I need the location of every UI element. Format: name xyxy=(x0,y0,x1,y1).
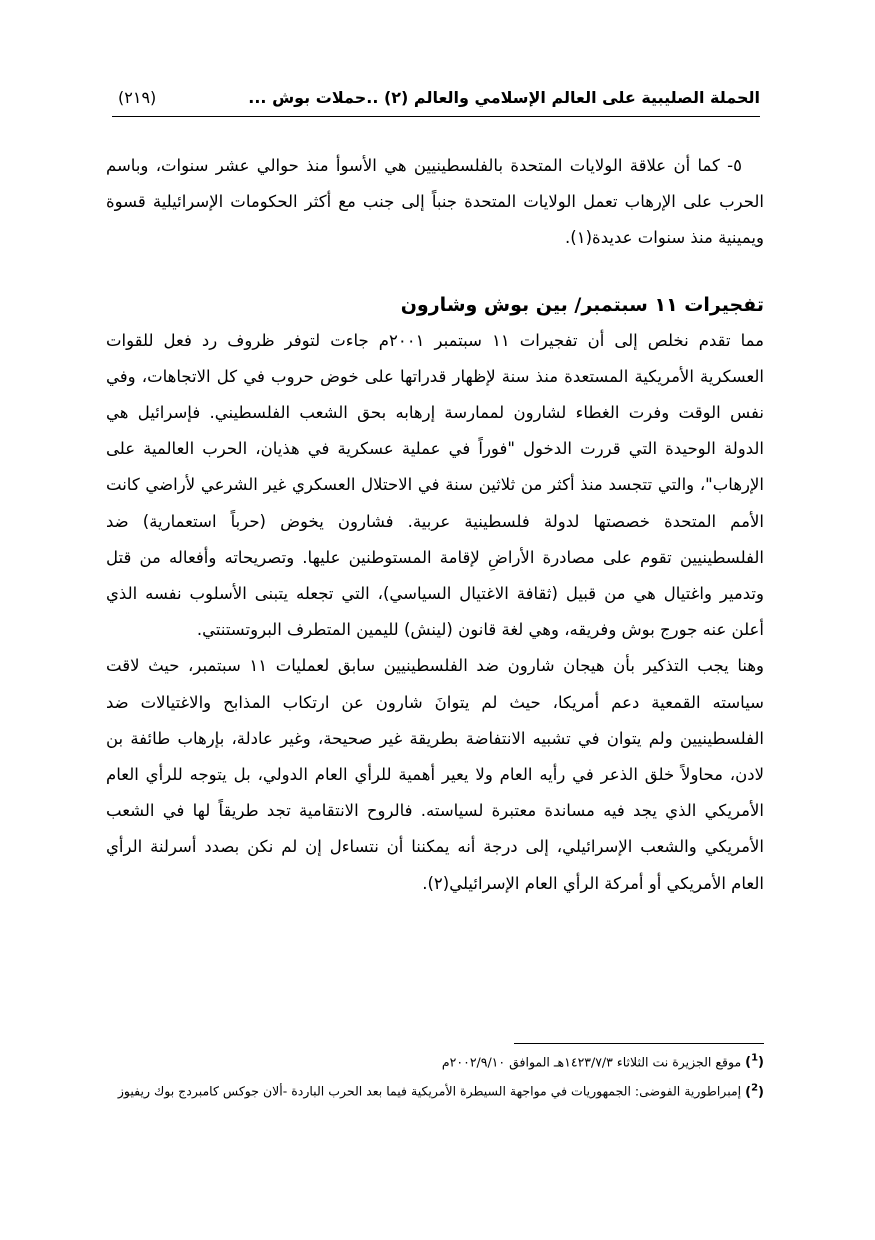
page-header xyxy=(112,86,760,117)
footnote-text: موقع الجزيرة نت الثلاثاء ١٤٢٣/٧/٣هـ الموافق ٢٠٠٢/٩/١٠م xyxy=(441,1054,742,1070)
paragraph-3: وهنا يجب التذكير بأن هيجان شارون ضد الفلسطينيين سابق لعمليات ١١ سبتمبر، حيث لاقت سياسته القمعية دعم أمريكا، حيث لم يتوانَ شارون عن ارتكاب المذابح والاغتيالات ضد الفلسطينيين ولم يتوان في تشبيه الانتفاضة بطريقة غير صحيحة، وغير عادلة، بإرهاب طائفة بن لادن، محاولاً خلق الذعر في رأيه العام ولا يعير أهمية للرأي العام الدولي، بل يتوجه للرأي العام الأمريكي الذي يجد فيه مساندة معتبرة لسياسته. فالروح الانتقامية تجد طريقاً لها في الشعب الأمريكي والشعب الإسرائيلي، إلى درجة أنه يمكننا أن نتساءل إن لم نكن بصدد أسرلنة الرأي العام الأمريكي أو أمركة الرأي العام الإسرائيلي(٢). xyxy=(106,656,764,893)
footnote-2 xyxy=(106,1077,764,1102)
footnote-text: إمبراطورية الفوضى: الجمهوريات في مواجهة السيطرة الأمريكية فيما بعد الحرب الباردة -ألان جوكس كامبردج بوك ريفيوز xyxy=(117,1083,742,1099)
page-number: (٢١٩) xyxy=(118,88,157,107)
footnote-1 xyxy=(106,1048,764,1073)
paragraph-2: مما تقدم نخلص إلى أن تفجيرات ١١ سبتمبر ٢٠٠١م جاءت لتوفر ظروف رد فعل للقوات العسكرية الأمريكية المستعدة منذ سنة لإظهار قدراتها على خوض حروب في كل الاتجاهات، وفي نفس الوقت وفرت الغطاء لشارون لممارسة إرهابه بحق الشعب الفلسطيني. فإسرائيل هي الدولة الوحيدة التي قررت الدخول "فوراً في عملية عسكرية في هذيان، الحرب العالمية على الإرهاب"، والتي تتجسد منذ أكثر من ثلاثين سنة في الاحتلال العسكري غير الشرعي لأراضي كانت الأمم المتحدة خصصتها لدولة فلسطينية عربية. فشارون يخوض (حرباً استعمارية) ضد الفلسطينيين تقوم على مصادرة الأراضِ لإقامة المستوطنين عليها. وتصريحاته وأفعاله من قتل وتدمير واغتيال هي من قبيل (ثقافة الاغتيال السياسي)، التي تجعله يتبنى الأسلوب نفسه الذي أعلن عنه جورج بوش وفريقه، وهي لغة قانون (لينش) لليمين المتطرف البروتستنتي. xyxy=(106,330,764,640)
body-text xyxy=(106,148,764,902)
running-title: الحملة الصليبية على العالم الإسلامي والعالم (٢) ..حملات بوش ... xyxy=(248,88,760,107)
footnote-marker: ($^2$) xyxy=(745,1082,764,1100)
footnote-marker: ($^1$) xyxy=(745,1053,764,1071)
footnotes xyxy=(106,1048,764,1107)
section-heading: تفجيرات ١١ سبتمبر/ بين بوش وشارون xyxy=(400,293,764,316)
footnote-separator xyxy=(514,1043,764,1044)
paragraph-1: ٥- كما أن علاقة الولايات المتحدة بالفلسطينيين هي الأسوأ منذ حوالي عشر سنوات، وباسم الحرب على الإرهاب تعمل الولايات المتحدة جنباً إلى جنب مع أكثر الحكومات الإسرائيلية قسوة ويمينية منذ سنوات عديدة(١). xyxy=(106,156,764,248)
